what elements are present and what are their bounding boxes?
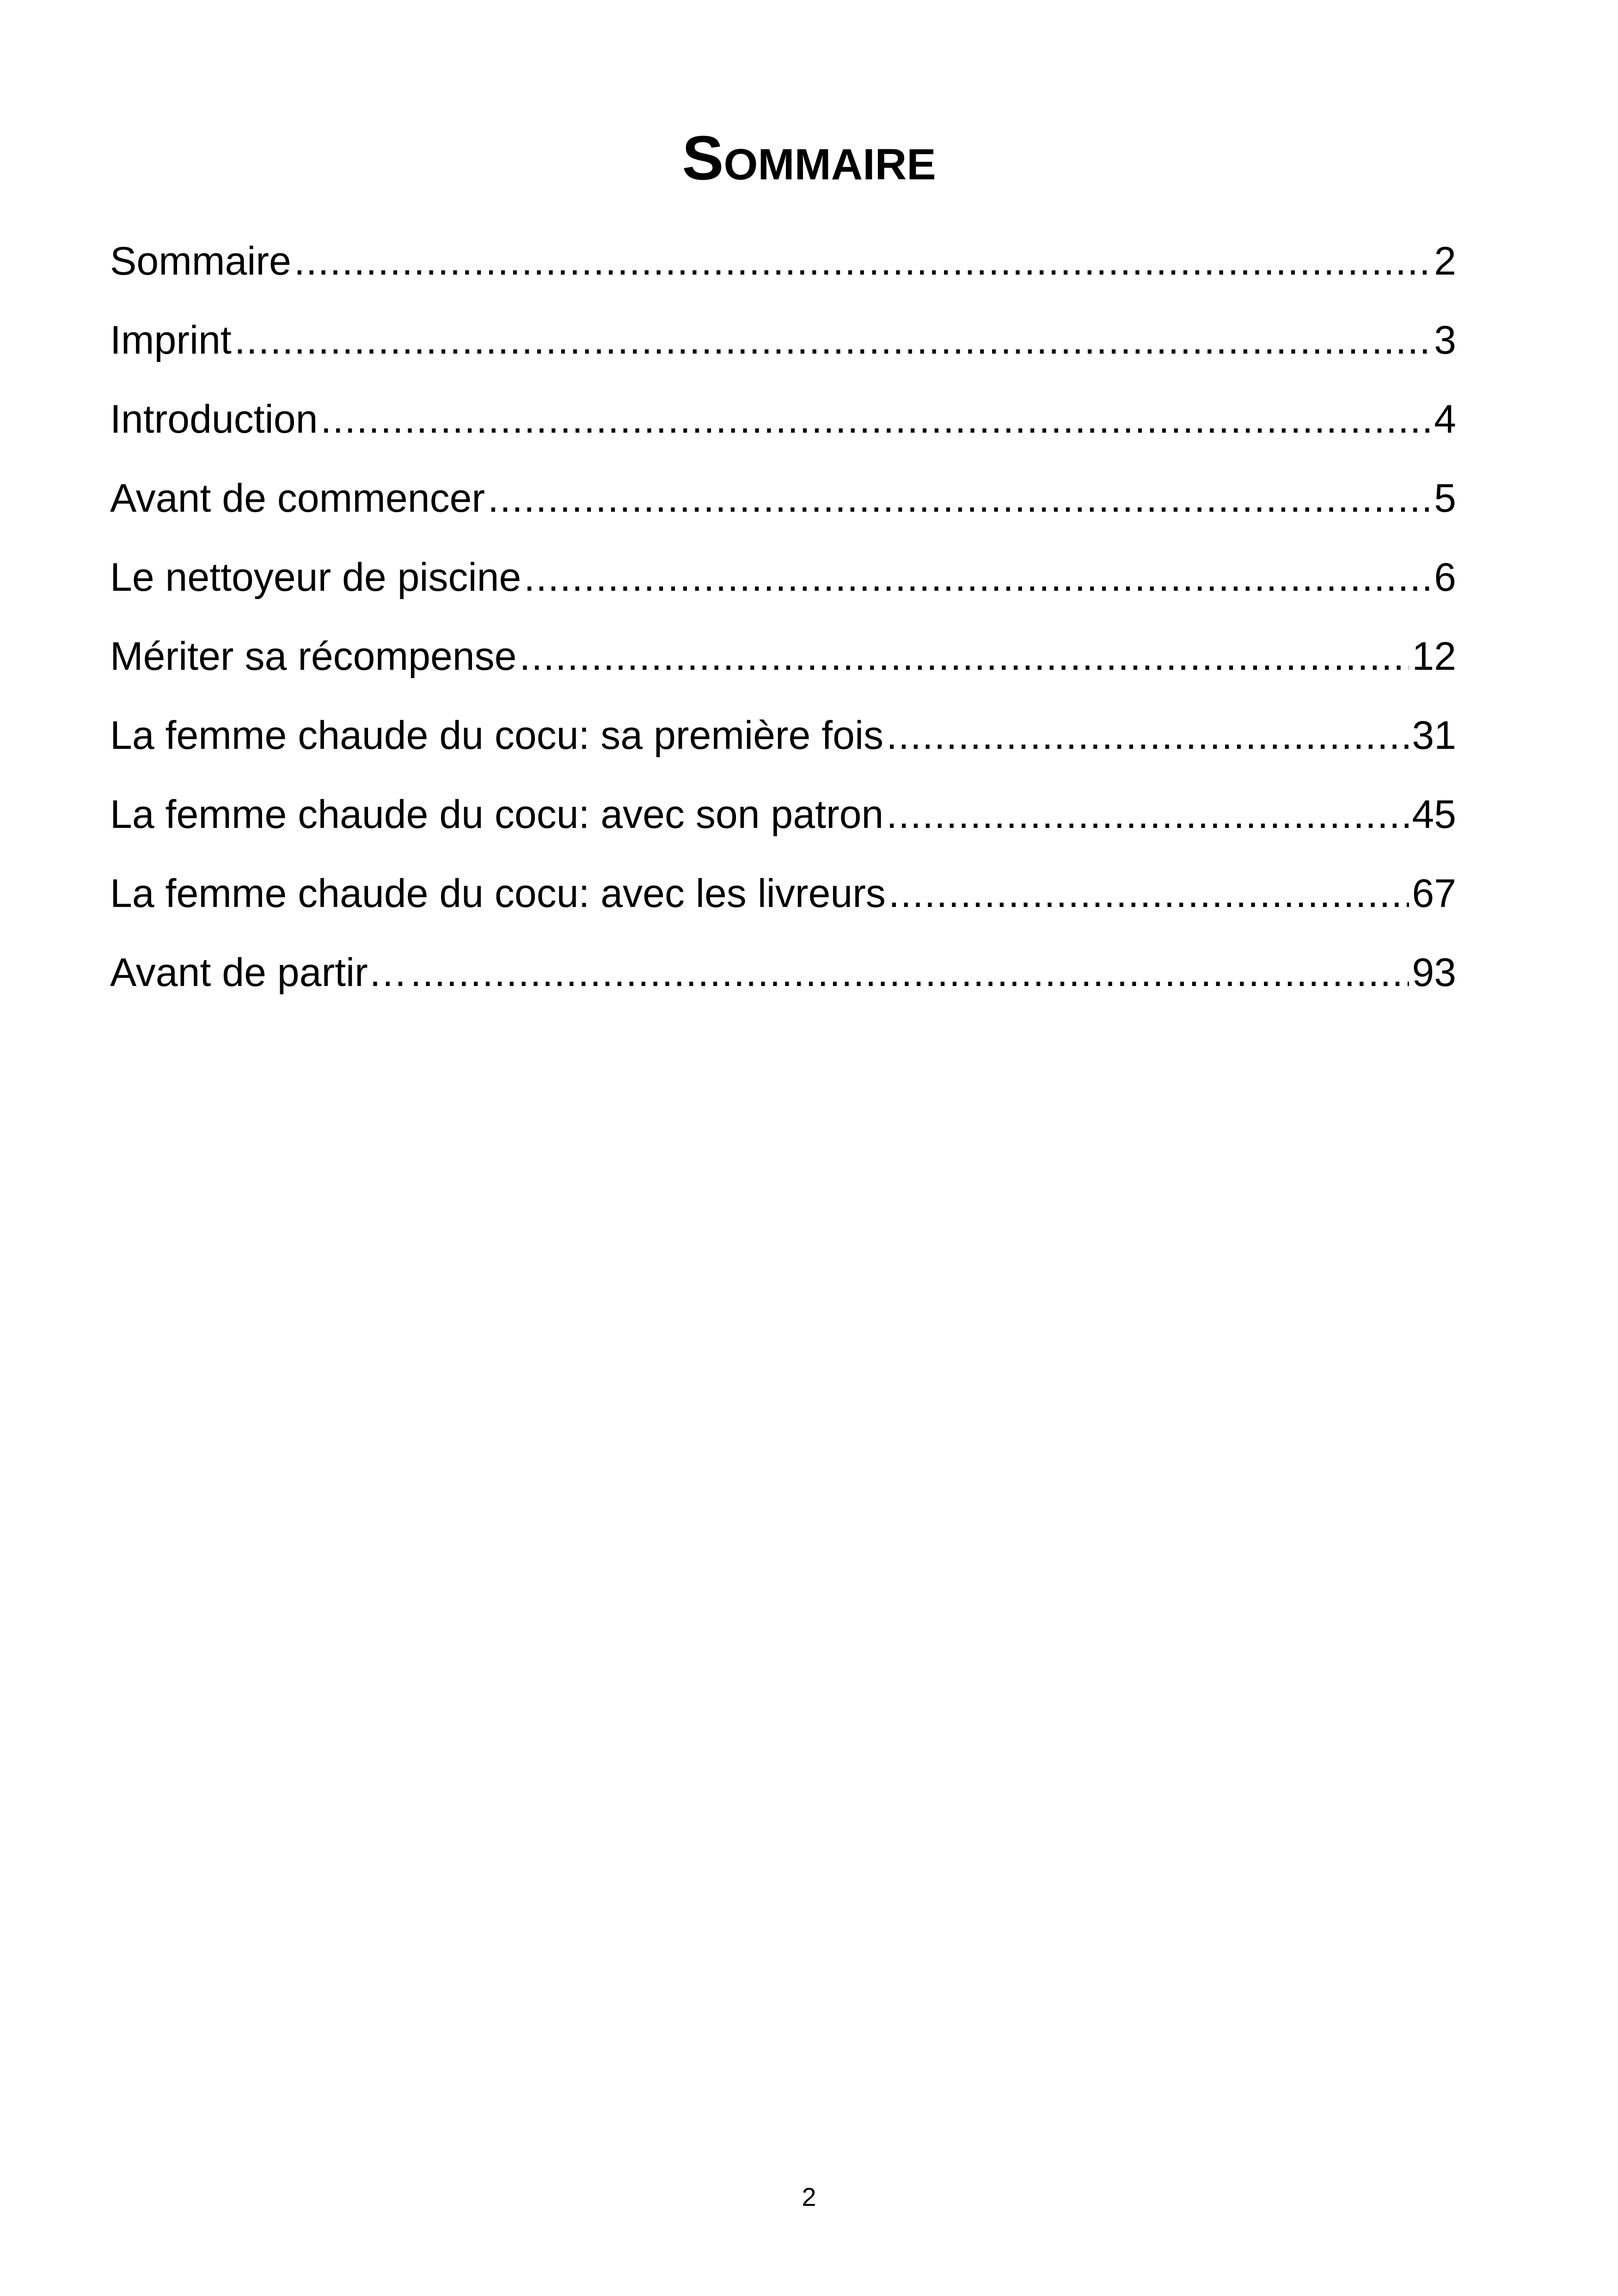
- toc-entry-introduction[interactable]: [110, 394, 1456, 473]
- toc-entry-page: 93: [1412, 950, 1456, 995]
- toc-title: Sommaire: [682, 123, 936, 193]
- toc-dot-leader: [524, 552, 1431, 603]
- toc-entry-avec-son-patron[interactable]: [110, 789, 1456, 868]
- toc-entry-avec-les-livreurs[interactable]: [110, 868, 1456, 947]
- page-number: 2: [802, 2182, 816, 2211]
- toc-entry-page: 12: [1412, 634, 1456, 679]
- toc-entry-page: 45: [1412, 792, 1456, 837]
- toc-entry-page: 6: [1434, 555, 1456, 600]
- table-of-contents: [110, 236, 1456, 1026]
- toc-dot-leader: [519, 631, 1409, 682]
- toc-entry-avant-de-partir[interactable]: [110, 947, 1456, 1026]
- toc-entry-sommaire[interactable]: [110, 236, 1456, 315]
- toc-entry-label: La femme chaude du cocu: avec son patron: [110, 792, 884, 837]
- toc-entry-page: 4: [1434, 397, 1456, 441]
- toc-entry-label: Avant de commencer: [110, 476, 485, 520]
- toc-dot-leader: [411, 947, 1410, 998]
- toc-entry-label: Le nettoyeur de piscine: [110, 555, 521, 600]
- toc-entry-label: Imprint: [110, 318, 232, 362]
- toc-dot-leader: [886, 710, 1409, 761]
- toc-entry-avant-de-commencer[interactable]: [110, 473, 1456, 552]
- toc-entry-page: 31: [1412, 713, 1456, 758]
- toc-entry-label: La femme chaude du cocu: avec les livreurs: [110, 871, 886, 916]
- toc-dot-leader: [234, 315, 1431, 366]
- toc-entry-sa-premiere-fois[interactable]: [110, 710, 1456, 789]
- toc-dot-leader: [294, 236, 1431, 287]
- toc-entry-label: Introduction: [110, 397, 318, 441]
- toc-entry-page: 67: [1412, 871, 1456, 916]
- toc-entry-imprint[interactable]: [110, 315, 1456, 394]
- toc-entry-label: Avant de partir…: [110, 950, 408, 995]
- toc-entry-label: Mériter sa récompense: [110, 634, 517, 679]
- toc-dot-leader: [488, 473, 1431, 524]
- toc-entry-label: Sommaire: [110, 239, 291, 283]
- toc-dot-leader: [320, 394, 1431, 445]
- toc-dot-leader: [886, 789, 1409, 840]
- toc-entry-page: 3: [1434, 318, 1456, 362]
- toc-entry-page: 5: [1434, 476, 1456, 520]
- toc-entry-le-nettoyeur-de-piscine[interactable]: [110, 552, 1456, 631]
- toc-entry-meriter-sa-recompense[interactable]: [110, 631, 1456, 710]
- toc-dot-leader: [889, 868, 1409, 919]
- toc-entry-page: 2: [1434, 239, 1456, 283]
- toc-entry-label: La femme chaude du cocu: sa première fois: [110, 713, 884, 758]
